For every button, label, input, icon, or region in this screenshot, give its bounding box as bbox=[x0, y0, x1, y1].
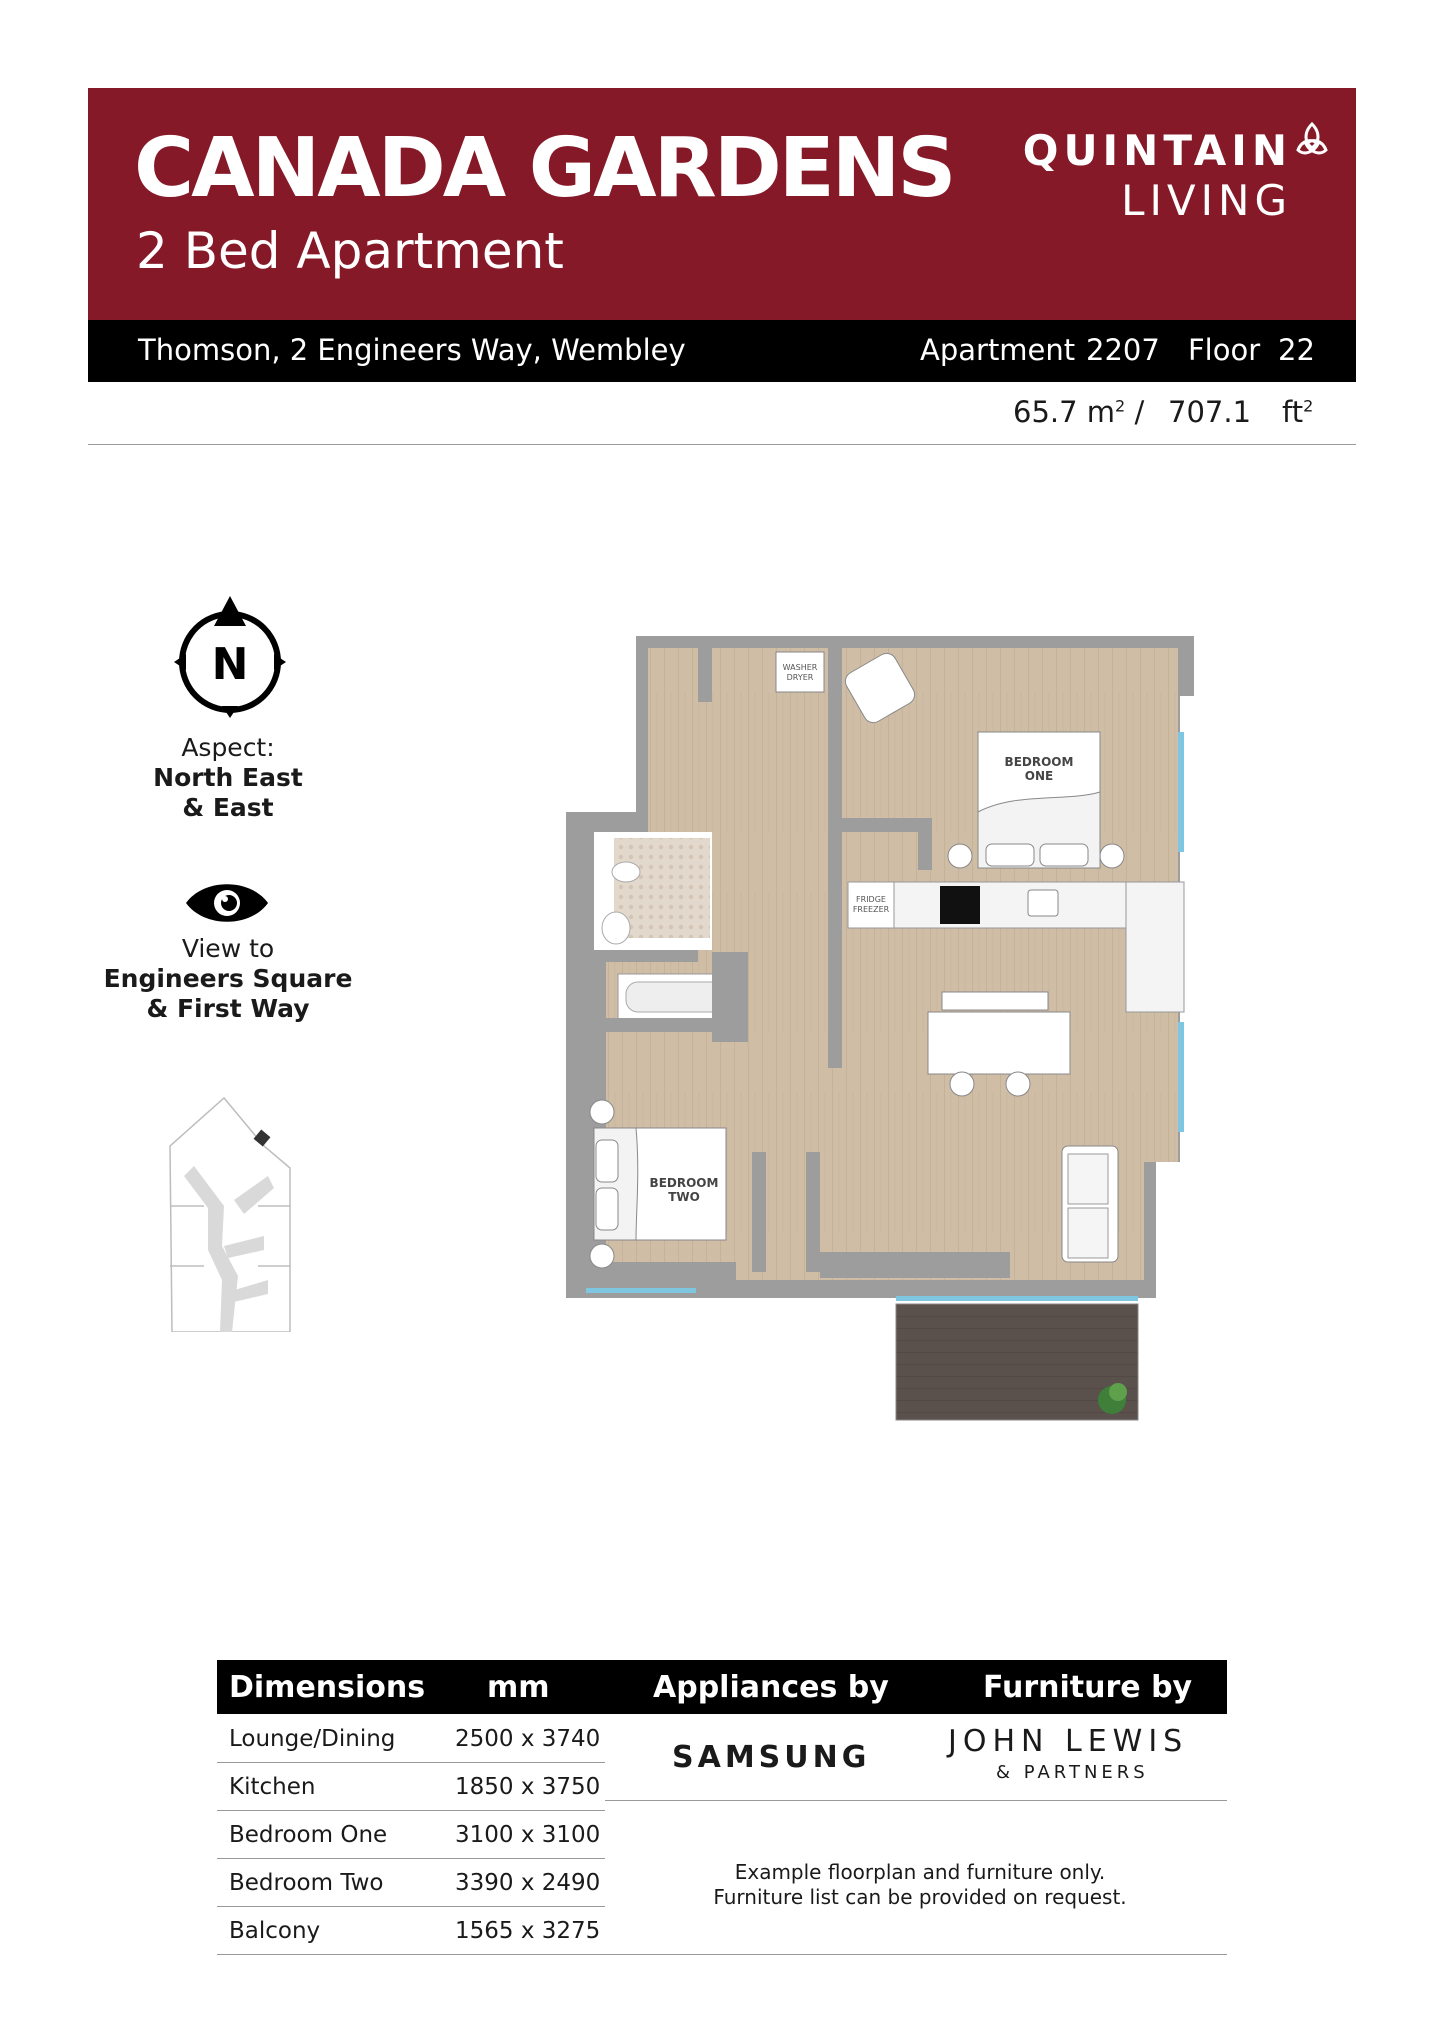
aspect-block bbox=[88, 733, 368, 823]
bottom-divider bbox=[605, 1954, 1227, 1955]
table-row bbox=[217, 1906, 605, 1955]
row-value: 2500 x 3740 bbox=[455, 1726, 601, 1752]
note-line-2: Furniture list can be provided on request. bbox=[713, 1885, 1127, 1909]
partners-logo-line: & PARTNERS bbox=[996, 1762, 1149, 1783]
note-line-1: Example floorplan and furniture only. bbox=[734, 1860, 1106, 1884]
trefoil-icon bbox=[1290, 118, 1334, 162]
washer-label-2: DRYER bbox=[786, 673, 814, 682]
row-value: 3390 x 2490 bbox=[455, 1870, 601, 1896]
apartment-number: 2207 bbox=[1086, 333, 1160, 367]
site-key-plan bbox=[164, 1096, 296, 1332]
aspect-line-1: North East bbox=[153, 763, 303, 792]
eye-icon bbox=[184, 880, 270, 926]
address-text: Thomson, 2 Engineers Way, Wembley bbox=[138, 333, 686, 367]
area-m2-unit: m bbox=[1086, 395, 1116, 429]
area-m2-value: 65.7 bbox=[1013, 395, 1078, 429]
row-name: Bedroom Two bbox=[229, 1870, 384, 1896]
header-mm: mm bbox=[487, 1670, 550, 1705]
logo-line-2: LIVING bbox=[1121, 176, 1292, 225]
area-m2 bbox=[1013, 395, 1144, 429]
header-banner bbox=[88, 88, 1356, 320]
row-name: Lounge/Dining bbox=[229, 1726, 396, 1752]
row-value: 3100 x 3100 bbox=[455, 1822, 601, 1848]
view-block bbox=[88, 934, 368, 1024]
john-lewis-logo: JOHN LEWIS bbox=[948, 1724, 1189, 1759]
view-line-2: & First Way bbox=[146, 994, 310, 1023]
floor-plan bbox=[566, 632, 1202, 1430]
view-line-1: Engineers Square bbox=[103, 964, 353, 993]
compass-north-icon bbox=[172, 592, 288, 718]
bedroom-two-label-1: BEDROOM bbox=[649, 1176, 719, 1190]
row-name: Kitchen bbox=[229, 1774, 316, 1800]
bedroom-two-label-2: TWO bbox=[668, 1190, 700, 1204]
bedroom-one-label-1: BEDROOM bbox=[1004, 755, 1074, 769]
area-ft2-unit: ft bbox=[1282, 395, 1304, 429]
row-name: Balcony bbox=[229, 1918, 321, 1944]
floor-number: 22 bbox=[1278, 333, 1315, 367]
brand-divider bbox=[605, 1800, 1227, 1801]
header-rule bbox=[88, 444, 1356, 445]
floor-label: Floor bbox=[1188, 333, 1261, 367]
samsung-logo: SAMSUNG bbox=[672, 1740, 871, 1775]
area-m2-sup: 2 bbox=[1115, 396, 1126, 416]
development-title: CANADA GARDENS bbox=[134, 121, 954, 216]
quintain-living-logo bbox=[992, 126, 1292, 236]
bedroom-one-label-2: ONE bbox=[1024, 769, 1054, 783]
area-ft2 bbox=[1282, 395, 1313, 429]
fridge-label-2: FREEZER bbox=[852, 905, 890, 914]
logo-line-1: QUINTAIN bbox=[1022, 126, 1292, 175]
area-ft2-sup: 2 bbox=[1303, 396, 1314, 416]
disclaimer-note bbox=[620, 1860, 1220, 1910]
table-row bbox=[217, 1762, 605, 1811]
washer-label-1: WASHER bbox=[782, 663, 818, 672]
fridge-label-1: FRIDGE bbox=[856, 895, 886, 904]
view-label: View to bbox=[181, 934, 275, 963]
header-appliances: Appliances by bbox=[653, 1670, 889, 1705]
aspect-line-2: & East bbox=[182, 793, 274, 822]
area-separator: / bbox=[1134, 395, 1145, 429]
compass-letter: N bbox=[211, 639, 249, 690]
table-row bbox=[217, 1858, 605, 1907]
row-value: 1850 x 3750 bbox=[455, 1774, 601, 1800]
table-row bbox=[217, 1714, 605, 1763]
address-bar bbox=[88, 320, 1356, 382]
apartment-label: Apartment bbox=[920, 333, 1076, 367]
table-row bbox=[217, 1810, 605, 1859]
row-name: Bedroom One bbox=[229, 1822, 388, 1848]
table-header bbox=[217, 1660, 1227, 1714]
header-dimensions: Dimensions bbox=[229, 1670, 426, 1705]
area-ft2-value: 707.1 bbox=[1168, 395, 1252, 429]
row-value: 1565 x 3275 bbox=[455, 1918, 601, 1944]
apartment-type: 2 Bed Apartment bbox=[136, 222, 564, 280]
header-furniture: Furniture by bbox=[983, 1670, 1193, 1705]
aspect-label: Aspect: bbox=[181, 733, 275, 762]
